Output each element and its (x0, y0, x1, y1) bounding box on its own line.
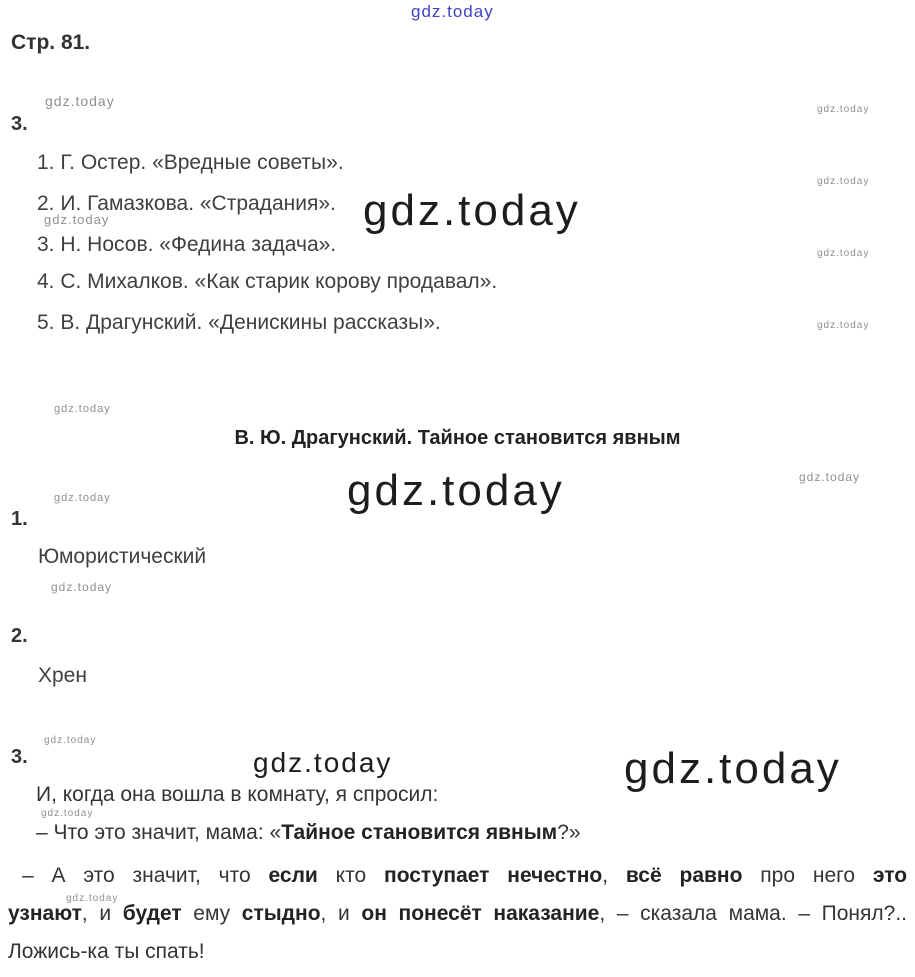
dialog-answer-line: – А это значит, что если кто поступает нечестно, всё равно про него это (22, 864, 907, 887)
watermark: gdz.today (817, 176, 870, 187)
watermark: gdz.today (624, 744, 842, 793)
watermark: gdz.today (817, 104, 870, 115)
brand-watermark-link[interactable]: gdz.today (411, 2, 494, 21)
section-title: В. Ю. Драгунский. Тайное становится явным (234, 427, 681, 449)
dialog-answer-line: Ложись-ка ты спать! (8, 940, 205, 963)
watermark: gdz.today (54, 492, 111, 504)
book-list-item: 5. В. Драгунский. «Денискины рассказы». (37, 311, 441, 334)
watermark: gdz.today (253, 747, 393, 778)
watermark: gdz.today (66, 893, 119, 904)
watermark: gdz.today (799, 470, 861, 484)
answer1-number: 1. (11, 508, 28, 530)
book-list-item: 2. И. Гамазкова. «Страдания». (37, 192, 336, 215)
dialog-intro: И, когда она вошла в комнату, я спросил: (36, 783, 439, 806)
book-list-item: 1. Г. Остер. «Вредные советы». (37, 151, 344, 174)
watermark: gdz.today (347, 466, 565, 515)
watermark: gdz.today (45, 93, 115, 109)
answer3-number: 3. (11, 746, 28, 768)
dialog-answer-line: узнают, и будет ему стыдно, и он понесёт наказание, – сказала мама. – Понял?.. (8, 902, 907, 925)
watermark: gdz.today (44, 212, 110, 227)
dialog-question: – Что это значит, мама: «Тайное становится явным?» (36, 821, 581, 844)
watermark: gdz.today (817, 320, 870, 331)
watermark: gdz.today (51, 580, 113, 594)
book-list-item: 3. Н. Носов. «Федина задача». (37, 233, 337, 256)
watermark: gdz.today (363, 186, 581, 235)
answer2-text: Хрен (38, 664, 87, 687)
watermark: gdz.today (817, 248, 870, 259)
watermark: gdz.today (54, 403, 111, 415)
answer1-text: Юмористический (38, 545, 207, 568)
watermark: gdz.today (41, 808, 94, 819)
watermark: gdz.today (44, 735, 97, 746)
page-label: Стр. 81. (11, 31, 91, 54)
answer2-number: 2. (11, 625, 28, 647)
book-list-item: 4. С. Михалков. «Как старик корову продавал». (37, 270, 498, 293)
task-number: 3. (11, 113, 28, 135)
